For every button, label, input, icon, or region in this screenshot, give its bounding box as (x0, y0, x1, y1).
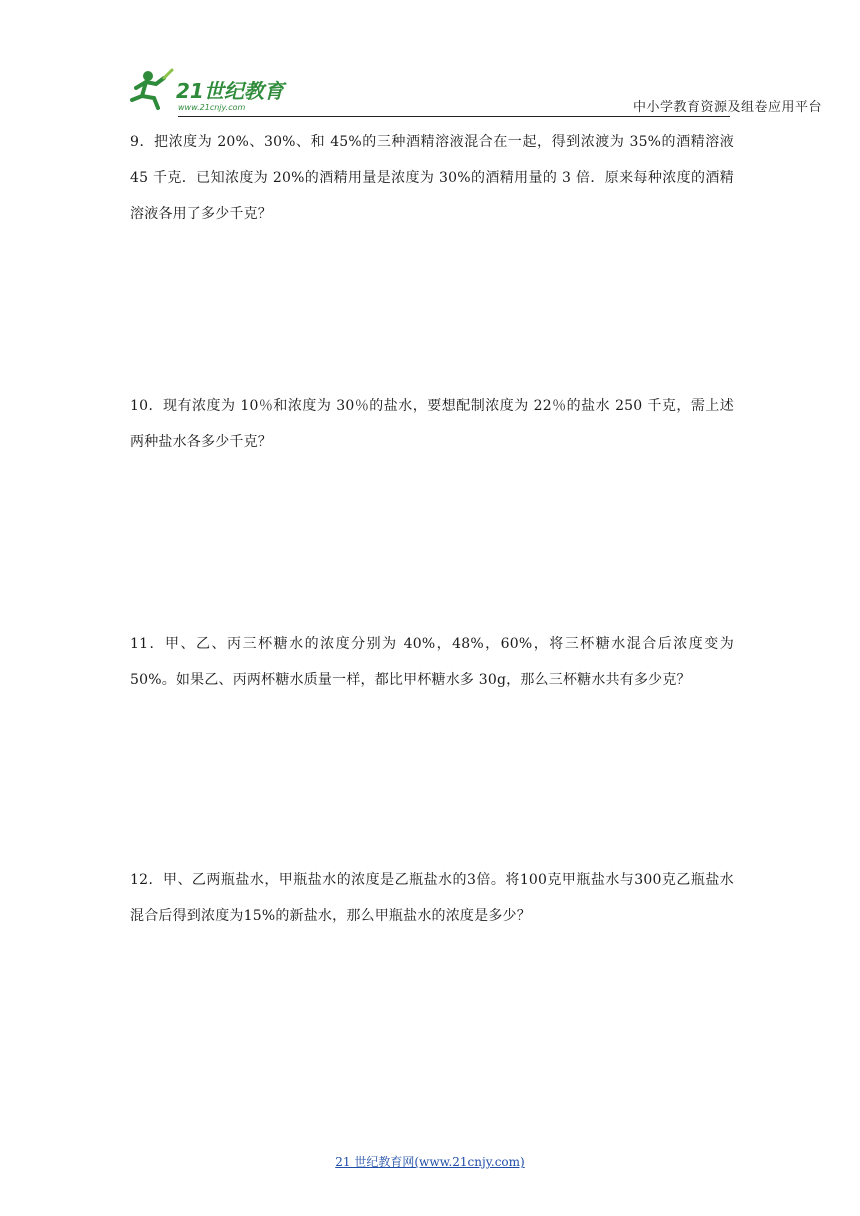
question-10: 10．现有浓度为 10％和浓度为 30％的盐水，要想配制浓度为 22％的盐水 250 千克，需上述两种盐水各多少千克？ (130, 398, 734, 450)
logo-url-text: www.21cnjy.com (178, 103, 246, 112)
footer-site-link[interactable]: 21 世纪教育网(www.21cnjy.com) (335, 1155, 525, 1169)
logo-graphic (128, 66, 298, 116)
logo-text: 21世纪教育 (176, 79, 284, 103)
platform-name: 中小学教育资源及组卷应用平台 (632, 100, 822, 115)
question-12: 12．甲、乙两瓶盐水，甲瓶盐水的浓度是乙瓶盐水的3倍。将100克甲瓶盐水与300克乙瓶盐水混合后得到浓度为15%的新盐水，那么甲瓶盐水的浓度是多少？ (130, 872, 734, 924)
site-logo[interactable] (128, 66, 298, 116)
header-divider (178, 116, 730, 117)
question-11: 11．甲、乙、丙三杯糖水的浓度分别为 40%，48%，60%，将三杯糖水混合后浓度变为 50%。如果乙、丙两杯糖水质量一样，都比甲杯糖水多 30g，那么三杯糖水共有多少克？ (130, 636, 734, 688)
page-header (0, 0, 860, 120)
question-9: 9．把浓度为 20%、30%、和 45%的三种酒精溶液混合在一起，得到浓渡为 35%的酒精溶液 45 千克．已知浓度为 20%的酒精用量是浓度为 30%的酒精用量的 3 倍．原来每种浓度的酒精溶液各用了多少千克？ (130, 134, 734, 222)
